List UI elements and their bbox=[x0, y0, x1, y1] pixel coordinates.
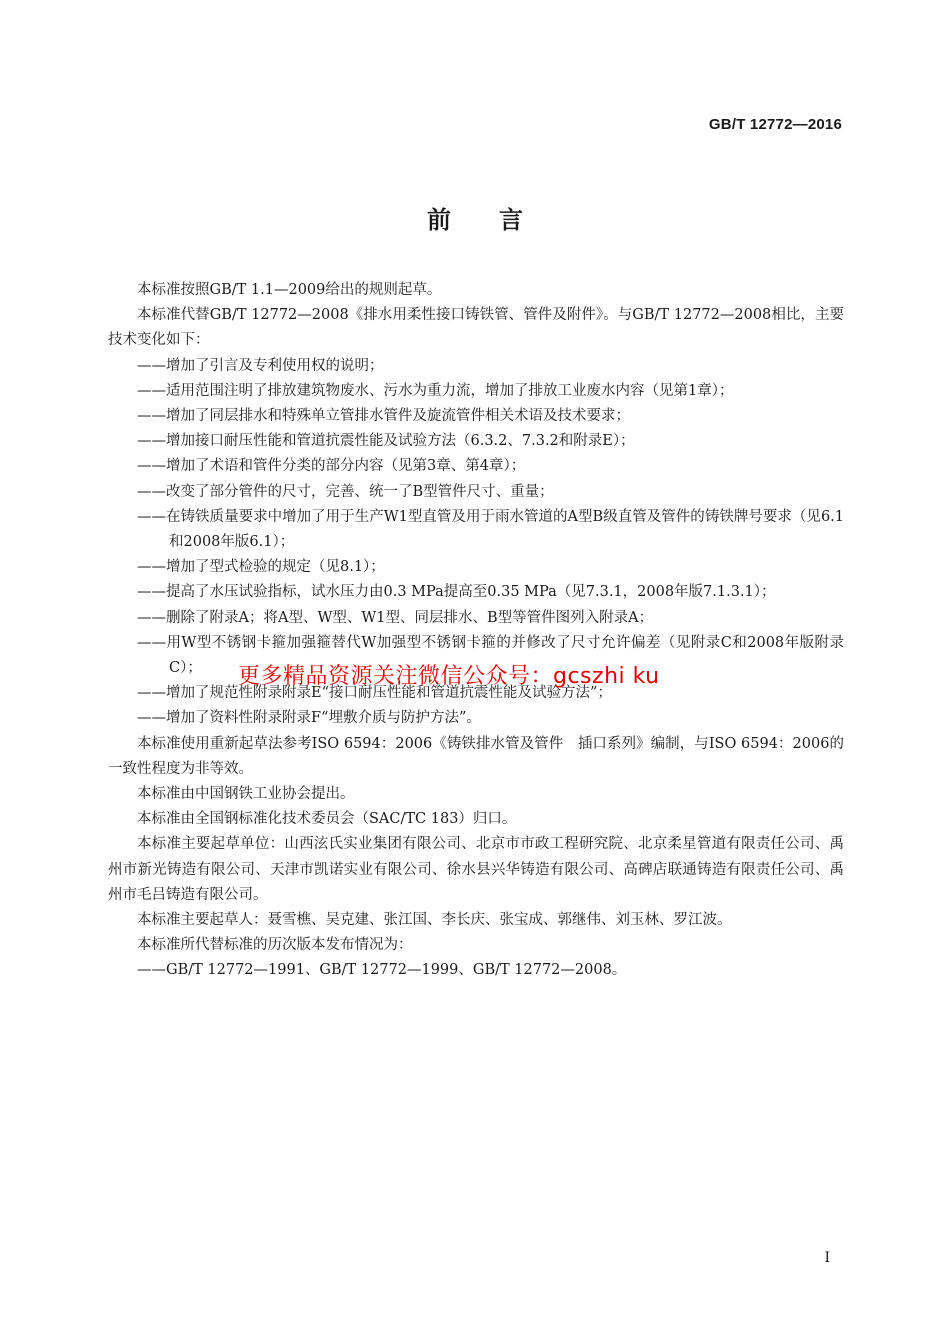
change-item: ——增加了引言及专利使用权的说明； bbox=[137, 357, 384, 374]
document-code: GB/T 12772—2016 bbox=[708, 116, 842, 133]
change-item: ——增加了规范性附录附录E“接口耐压性能和管道抗震性能及试验方法”； bbox=[137, 685, 612, 702]
paragraph-history-intro: 本标准所代替标准的历次版本发布情况为： bbox=[137, 937, 413, 954]
change-item: ——适用范围注明了排放建筑物废水、污水为重力流，增加了排放工业废水内容（见第1章）； bbox=[137, 382, 734, 399]
paragraph-proposer: 本标准由中国钢铁工业协会提出。 bbox=[137, 786, 355, 803]
document-body bbox=[108, 278, 844, 984]
change-item: ——改变了部分管件的尺寸，完善、统一了B型管件尺寸、重量； bbox=[137, 483, 554, 500]
paragraph-replaces: 本标准代替GB/T 12772—2008《排水用柔性接口铸铁管、管件及附件》。与GB/T 12772—2008相比，主要技术变化如下： bbox=[108, 307, 844, 349]
page-title: 前言 bbox=[427, 206, 571, 234]
change-item: ——增加了资料性附录附录F“埋敷介质与防护方法”。 bbox=[137, 710, 481, 727]
change-item: ——增加了同层排水和特殊单立管排水管件及旋流管件相关术语及技术要求； bbox=[137, 408, 630, 425]
paragraph-drafters: 本标准主要起草人：聂雪樵、吴克建、张江国、李长庆、张宝成、郭继伟、刘玉林、罗江波。 bbox=[137, 912, 732, 929]
paragraph-committee: 本标准由全国钢标准化技术委员会（SAC/TC 183）归口。 bbox=[137, 811, 517, 828]
paragraph-drafting-rules: 本标准按照GB/T 1.1—2009给出的规则起草。 bbox=[137, 282, 442, 298]
change-item: ——用W型不锈钢卡箍加强箍替代W加强型不锈钢卡箍的并修改了尺寸允许偏差（见附录C和2008年版附录C）； bbox=[137, 634, 844, 677]
change-item: ——增加接口耐压性能和管道抗震性能及试验方法（6.3.2、7.3.2和附录E）； bbox=[137, 433, 635, 450]
watermark-text: 更多精品资源关注微信公众号：gcszhi ku bbox=[238, 664, 660, 689]
history-item: ——GB/T 12772—1991、GB/T 12772—1999、GB/T 12772—2008。 bbox=[137, 962, 627, 979]
paragraph-drafting-units: 本标准主要起草单位：山西泫氏实业集团有限公司、北京市市政工程研究院、北京柔星管道有限责任公司、禹州市新光铸造有限公司、天津市凯诺实业有限公司、徐水县兴华铸造有限公司、高碑店联通铸造有限责任公司、禹州市毛吕铸造有限公司。 bbox=[108, 836, 844, 903]
paragraph-iso-reference: 本标准使用重新起草法参考ISO 6594：2006《铸铁排水管及管件 插口系列》编制，与ISO 6594：2006的一致性程度为非等效。 bbox=[108, 735, 844, 777]
change-item: ——提高了水压试验指标，试水压力由0.3 MPa提高至0.35 MPa（见7.3.1，2008年版7.1.3.1）； bbox=[137, 584, 776, 601]
change-item: ——删除了附录A；将A型、W型、W1型、同层排水、B型等管件图列入附录A； bbox=[137, 609, 654, 626]
page-number: I bbox=[824, 1250, 830, 1266]
change-item: ——增加了术语和管件分类的部分内容（见第3章、第4章）； bbox=[137, 458, 526, 475]
change-item: ——在铸铁质量要求中增加了用于生产W1型直管及用于雨水管道的A型B级直管及管件的铸铁牌号要求（见6.1和2008年版6.1）； bbox=[137, 508, 844, 551]
change-item: ——增加了型式检验的规定（见8.1）； bbox=[137, 559, 385, 576]
